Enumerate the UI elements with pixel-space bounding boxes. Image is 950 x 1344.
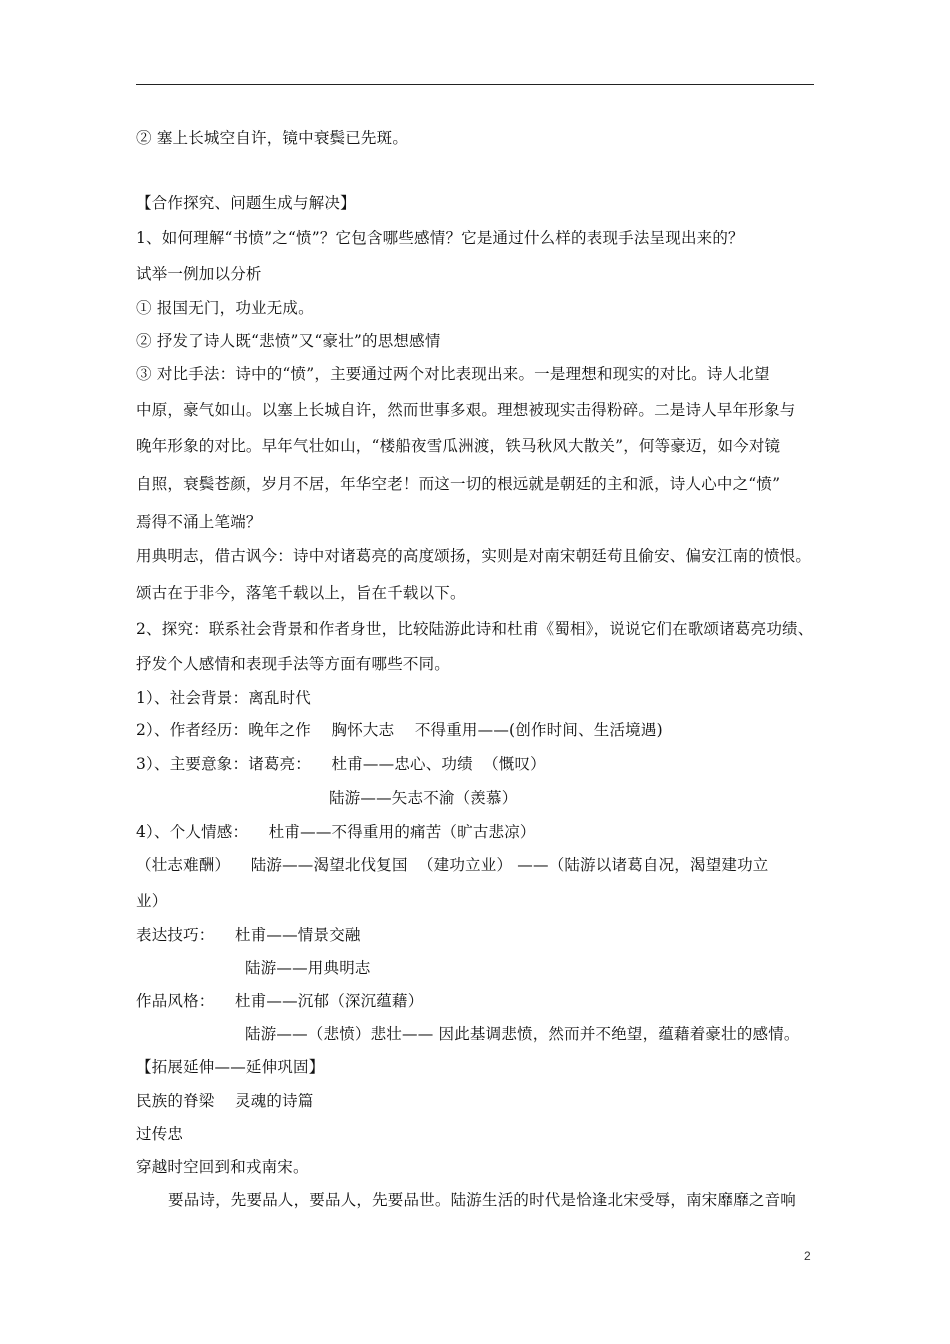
text-line: 晚年形象的对比。早年气壮如山，“楼船夜雪瓜洲渡，铁马秋风大散关”，何等豪迈，如今对镜 xyxy=(136,437,781,455)
text-line: 过传忠 xyxy=(136,1125,184,1143)
text-line: 2、探究：联系社会背景和作者身世，比较陆游此诗和杜甫《蜀相》，说说它们在歌颂诸葛亮功绩、 xyxy=(136,620,814,638)
text-line: 3）、主要意象：诸葛亮： 杜甫——忠心、功绩 （慨叹） xyxy=(136,755,546,773)
section-heading: 【合作探究、问题生成与解决】 xyxy=(136,194,356,212)
text-line: 抒发个人感情和表现手法等方面有哪些不同。 xyxy=(136,655,451,673)
text-line: 自照，衰鬓苍颜，岁月不居，年华空老！而这一切的根远就是朝廷的主和派，诗人心中之“愤” xyxy=(136,475,781,493)
text-line: 中原，豪气如山。以塞上长城自许，然而世事多艰。理想被现实击得粉碎。二是诗人早年形象与 xyxy=(136,401,796,419)
text-line: 穿越时空回到和戎南宋。 xyxy=(136,1158,309,1176)
text-line: ② 抒发了诗人既“悲愤”又“豪壮”的思想感情 xyxy=(136,332,441,350)
text-line: 4）、个人情感： 杜甫——不得重用的痛苦（旷古悲凉） xyxy=(136,823,536,841)
text-line: 焉得不涌上笔端？ xyxy=(136,513,262,531)
text-line: ② 塞上长城空自许，镜中衰鬓已先斑。 xyxy=(136,129,409,147)
text-line: 用典明志，借古讽今：诗中对诸葛亮的高度颂扬，实则是对南宋朝廷苟且偷安、偏安江南的愤恨。 xyxy=(136,547,812,565)
header-rule xyxy=(136,84,814,85)
page-number: 2 xyxy=(804,1249,811,1263)
text-line: 要品诗，先要品人，要品人，先要品世。陆游生活的时代是恰逢北宋受辱，南宋靡靡之音响 xyxy=(168,1191,797,1209)
text-line: 陆游——矢志不渝（羡慕） xyxy=(329,789,518,807)
section-heading: 【拓展延伸——延伸巩固】 xyxy=(136,1058,325,1076)
text-line: 民族的脊梁 灵魂的诗篇 xyxy=(136,1092,314,1110)
text-line: 试举一例加以分析 xyxy=(136,265,262,283)
text-line: ① 报国无门，功业无成。 xyxy=(136,299,314,317)
text-line: 2）、作者经历：晚年之作 胸怀大志 不得重用——(创作时间、生活境遇) xyxy=(136,721,663,739)
text-line: 表达技巧： 杜甫——情景交融 xyxy=(136,926,361,944)
text-line: 1、如何理解“书愤”之“愤”？它包含哪些感情？它是通过什么样的表现手法呈现出来的？ xyxy=(136,229,744,247)
text-line: 陆游——（悲愤）悲壮—— 因此基调悲愤，然而并不绝望，蕴藉着豪壮的感情。 xyxy=(245,1025,800,1043)
text-line: 业） xyxy=(136,892,168,910)
text-line: ③ 对比手法：诗中的“愤”，主要通过两个对比表现出来。一是理想和现实的对比。诗人北望 xyxy=(136,365,770,383)
text-line: 作品风格： 杜甫——沉郁（深沉蕴藉） xyxy=(136,992,424,1010)
text-line: 颂古在于非今，落笔千载以上，旨在千载以下。 xyxy=(136,584,466,602)
text-line: 陆游——用典明志 xyxy=(245,959,371,977)
text-line: （壮志难酬） 陆游——渴望北伐复国 （建功立业） ——（陆游以诸葛自况，渴望建功立 xyxy=(136,856,769,874)
text-line: 1）、社会背景：离乱时代 xyxy=(136,689,312,707)
